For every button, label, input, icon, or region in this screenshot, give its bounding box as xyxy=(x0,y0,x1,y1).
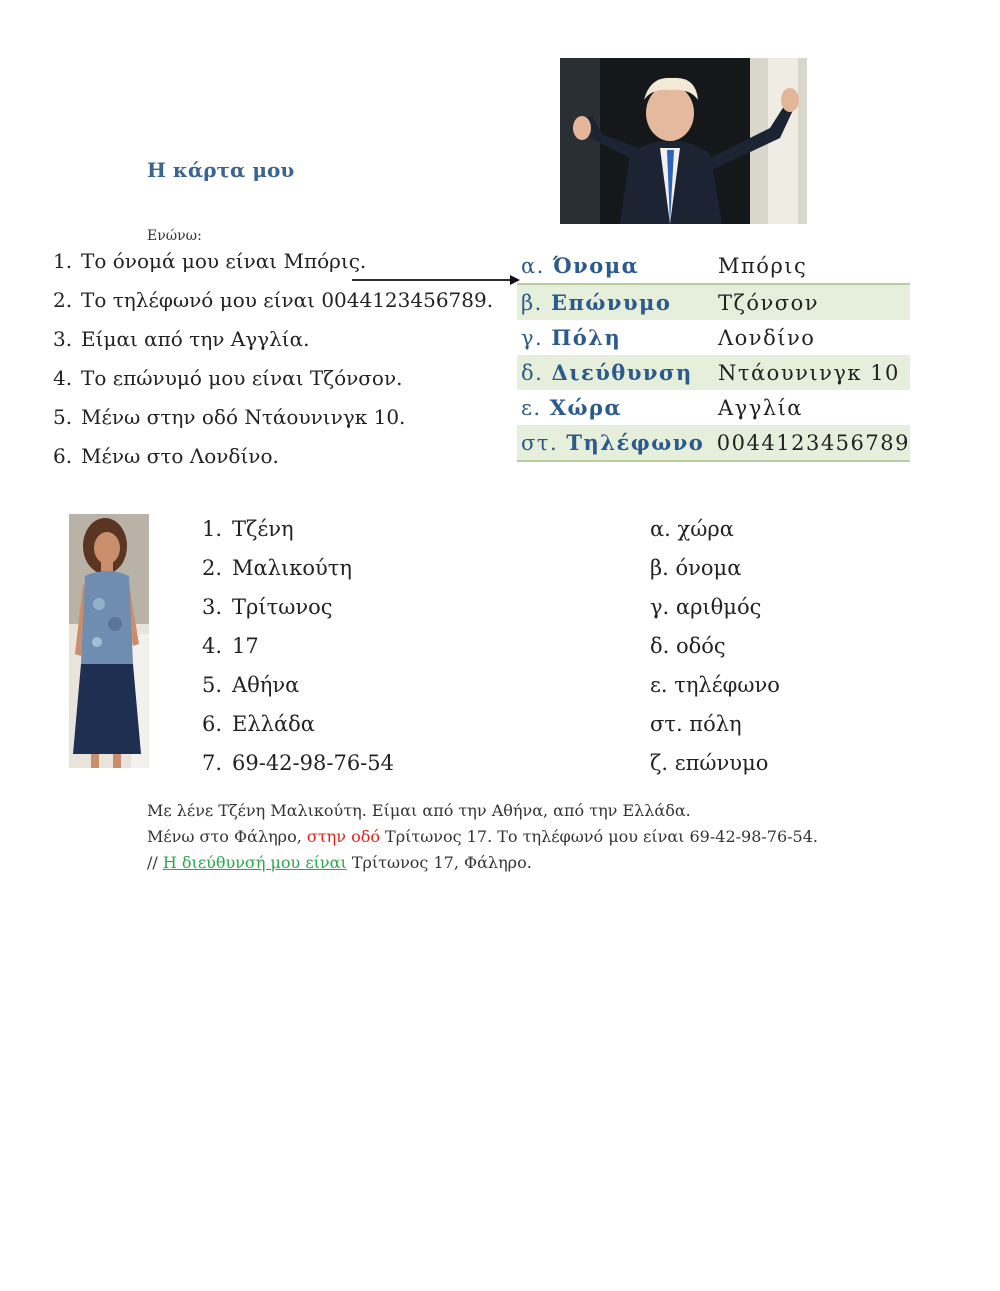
paragraph-line-2 xyxy=(147,827,818,846)
match-text: 69-42-98-76-54 xyxy=(232,751,394,775)
match-text: 17 xyxy=(232,634,259,658)
sentence-text: Είμαι από την Αγγλία. xyxy=(81,327,310,351)
boris-photo xyxy=(560,58,807,224)
sentence-number: 1. xyxy=(53,249,73,273)
match-number: 1. xyxy=(202,517,223,541)
match-number: 6. xyxy=(202,712,223,736)
paragraph-line-1: Με λένε Τζένη Μαλικούτη. Είμαι από την Αθήνα, από την Ελλάδα. xyxy=(147,801,691,820)
card-value: Αγγλία xyxy=(718,395,803,420)
woman-photo xyxy=(69,514,149,768)
paragraph-text: Τρίτωνος 17. Το τηλέφωνό μου είναι 69-42-98-76-54. xyxy=(379,827,818,846)
match-text: Αθήνα xyxy=(232,673,300,697)
sentence-item[interactable] xyxy=(53,288,493,312)
card-label: Τηλέφωνο xyxy=(566,430,705,455)
sentence-number: 6. xyxy=(53,444,73,468)
sentence-item[interactable] xyxy=(53,444,279,468)
match-text: Μαλικούτη xyxy=(232,556,352,580)
match-right-item[interactable]: β. όνομα xyxy=(650,556,742,580)
match-text: Ελλάδα xyxy=(232,712,315,736)
match-left-item[interactable] xyxy=(202,634,259,658)
info-card-table xyxy=(517,248,910,462)
card-value: Ντάουνινγκ 10 xyxy=(718,360,900,385)
card-row-city xyxy=(517,320,910,355)
sentence-item[interactable] xyxy=(53,249,366,273)
sentence-number: 2. xyxy=(53,288,73,312)
match-right-item[interactable]: ε. τηλέφωνο xyxy=(650,673,780,697)
match-right-item[interactable]: α. χώρα xyxy=(650,517,734,541)
match-arrow[interactable] xyxy=(352,270,522,290)
page-title: Η κάρτα μου xyxy=(147,158,295,182)
card-letter: δ. xyxy=(521,361,544,385)
match-text: Τζένη xyxy=(232,517,294,541)
card-value: Μπόρις xyxy=(718,253,808,278)
sentence-item[interactable] xyxy=(53,366,402,390)
card-label: Όνομα xyxy=(553,253,640,278)
sentence-item[interactable] xyxy=(53,405,405,429)
match-left-item[interactable] xyxy=(202,712,315,736)
sentence-item[interactable] xyxy=(53,327,310,351)
card-letter: β. xyxy=(521,291,543,315)
card-letter: α. xyxy=(521,254,545,278)
match-right-item[interactable]: στ. πόλη xyxy=(650,712,742,736)
match-left-item[interactable] xyxy=(202,556,352,580)
sentence-number: 5. xyxy=(53,405,73,429)
match-left-item[interactable] xyxy=(202,517,294,541)
highlight-green-link[interactable]: Η διεύθυνσή μου είναι xyxy=(162,853,347,872)
card-letter: ε. xyxy=(521,396,542,420)
sentence-text: Το όνομά μου είναι Μπόρις. xyxy=(81,249,367,273)
match-number: 7. xyxy=(202,751,223,775)
card-row-phone xyxy=(517,425,910,462)
instruction-label: Ενώνω: xyxy=(147,228,202,244)
card-row-country xyxy=(517,390,910,425)
sentence-text: Μένω στην οδό Ντάουνινγκ 10. xyxy=(81,405,406,429)
highlight-red-text: στην οδό xyxy=(306,827,380,846)
card-value: Τζόνσον xyxy=(718,290,820,315)
sentence-text: Το επώνυμό μου είναι Τζόνσον. xyxy=(81,366,403,390)
match-number: 3. xyxy=(202,595,223,619)
card-label: Διεύθυνση xyxy=(551,360,693,385)
card-value: Λονδίνο xyxy=(718,325,816,350)
card-row-surname xyxy=(517,285,910,320)
sentence-text: Μένω στο Λονδίνο. xyxy=(81,444,279,468)
card-value: 0044123456789 xyxy=(716,430,910,455)
sentence-number: 4. xyxy=(53,366,73,390)
card-label: Επώνυμο xyxy=(551,290,672,315)
match-number: 2. xyxy=(202,556,223,580)
card-row-name xyxy=(517,248,910,285)
match-left-item[interactable] xyxy=(202,595,333,619)
card-letter: στ. xyxy=(521,431,559,455)
match-text: Τρίτωνος xyxy=(232,595,333,619)
card-row-address xyxy=(517,355,910,390)
paragraph-text: Μένω στο Φάληρο, xyxy=(147,827,307,846)
match-left-item[interactable] xyxy=(202,751,394,775)
paragraph-text: // xyxy=(147,853,163,872)
match-left-item[interactable] xyxy=(202,673,299,697)
card-label: Χώρα xyxy=(549,395,623,420)
sentence-text: Το τηλέφωνό μου είναι 0044123456789. xyxy=(81,288,494,312)
paragraph-line-3 xyxy=(147,853,532,872)
match-right-item[interactable]: γ. αριθμός xyxy=(650,595,762,619)
match-number: 4. xyxy=(202,634,223,658)
match-number: 5. xyxy=(202,673,223,697)
paragraph-text: Τρίτωνος 17, Φάληρο. xyxy=(346,853,532,872)
card-label: Πόλη xyxy=(551,325,622,350)
match-right-item[interactable]: δ. οδός xyxy=(650,634,726,658)
match-right-item[interactable]: ζ. επώνυμο xyxy=(650,751,769,775)
card-letter: γ. xyxy=(521,326,544,350)
sentence-number: 3. xyxy=(53,327,73,351)
